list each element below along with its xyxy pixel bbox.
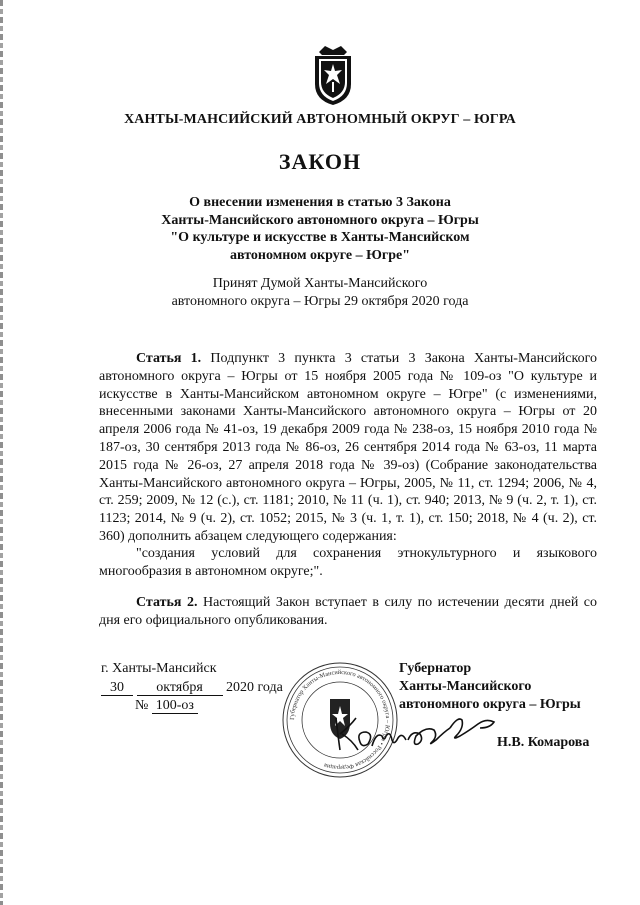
adoption-note [0, 275, 640, 310]
signer-name: Н.В. Комарова [497, 735, 590, 750]
subject-line: автономном округе – Югре" [229, 247, 411, 263]
number-sign: № [135, 698, 149, 713]
number-value: 100-оз [152, 699, 198, 714]
date-day: 30 [101, 681, 133, 696]
subject-line: "О культуре и искусстве в Ханты-Мансийском [170, 230, 470, 245]
document-type: ЗАКОН [278, 149, 362, 174]
law-subject [0, 194, 640, 264]
governor-line: автономного округа – Югры [399, 697, 581, 712]
adoption-line: Принят Думой Ханты-Мансийского [212, 276, 428, 291]
article-2-label: Статья 2. [136, 595, 198, 610]
article-1-text: Подпункт 3 пункта 3 статьи 3 Закона Ханты-Мансийского автономного округа – Югры от 15 ноября 2005 года № 109-оз "О культуре и искусстве в Ханты-Мансийском автономном округе – Югре" (с изменениями, внесенными законами Ханты-Мансийского автономного округа – Югры от 20 апреля 2006 года № 41-оз, 19 декабря 2009 года № 238-оз, 15 ноября 2010 года № 187-оз, 30 сентября 2013 года № 86-оз, 26 сентября 2014 года № 63-оз, 11 марта 2015 года № 26-оз, 27 апреля 2018 года № 39-оз) (Собрание законодательства Ханты-Мансийского автономного округа – Югры, 2005, № 11, ст. 1294; 2006, № 4, ст. 259; 2009, № 12 (с.), ст. 1181; 2010, № 11 (ч. 1), ст. 940; 2013, № 9 (ч. 2, т. 1), ст. 1123; 2014, № 9 (ч. 2), ст. 1052; 2015, № 3 (ч. 1, т. 1), ст. 150; 2018, № 4 (ч. 2), ст. 360) дополнить абзацем следующего содержания: [99, 351, 597, 544]
seal-text: Губернатор Ханты-Мансийского автономного округа – Югры • Российская Федерация [288, 668, 392, 772]
adoption-line: автономного округа – Югры 29 октября 2020 года [171, 293, 469, 309]
date-month: октября [137, 681, 223, 696]
governor-title [399, 660, 581, 714]
region-title: ХАНТЫ-МАНСИЙСКИЙ АВТОНОМНЫЙ ОКРУГ – ЮГРА [124, 112, 516, 127]
coat-of-arms-icon [311, 44, 355, 106]
law-number [135, 698, 198, 714]
subject-line: Ханты-Мансийского автономного округа – Югры [161, 212, 479, 228]
signing-date [101, 680, 283, 696]
article-1-label: Статья 1. [136, 351, 202, 366]
article-2-text: Настоящий Закон вступает в силу по истечении десяти дней со дня его официального опубликования. [99, 595, 598, 628]
subject-line: О внесении изменения в статью 3 Закона [189, 195, 451, 210]
date-year: 2020 года [226, 680, 283, 695]
signing-place: г. Ханты-Мансийск [101, 661, 217, 676]
governor-line: Ханты-Мансийского [399, 679, 532, 694]
article-2 [99, 594, 597, 630]
scan-edge [0, 0, 3, 905]
governor-line: Губернатор [399, 661, 472, 676]
article-1 [99, 350, 597, 546]
article-1-quote: "создания условий для сохранения этнокультурного и языкового многообразия в автономном округе;". [99, 546, 597, 579]
